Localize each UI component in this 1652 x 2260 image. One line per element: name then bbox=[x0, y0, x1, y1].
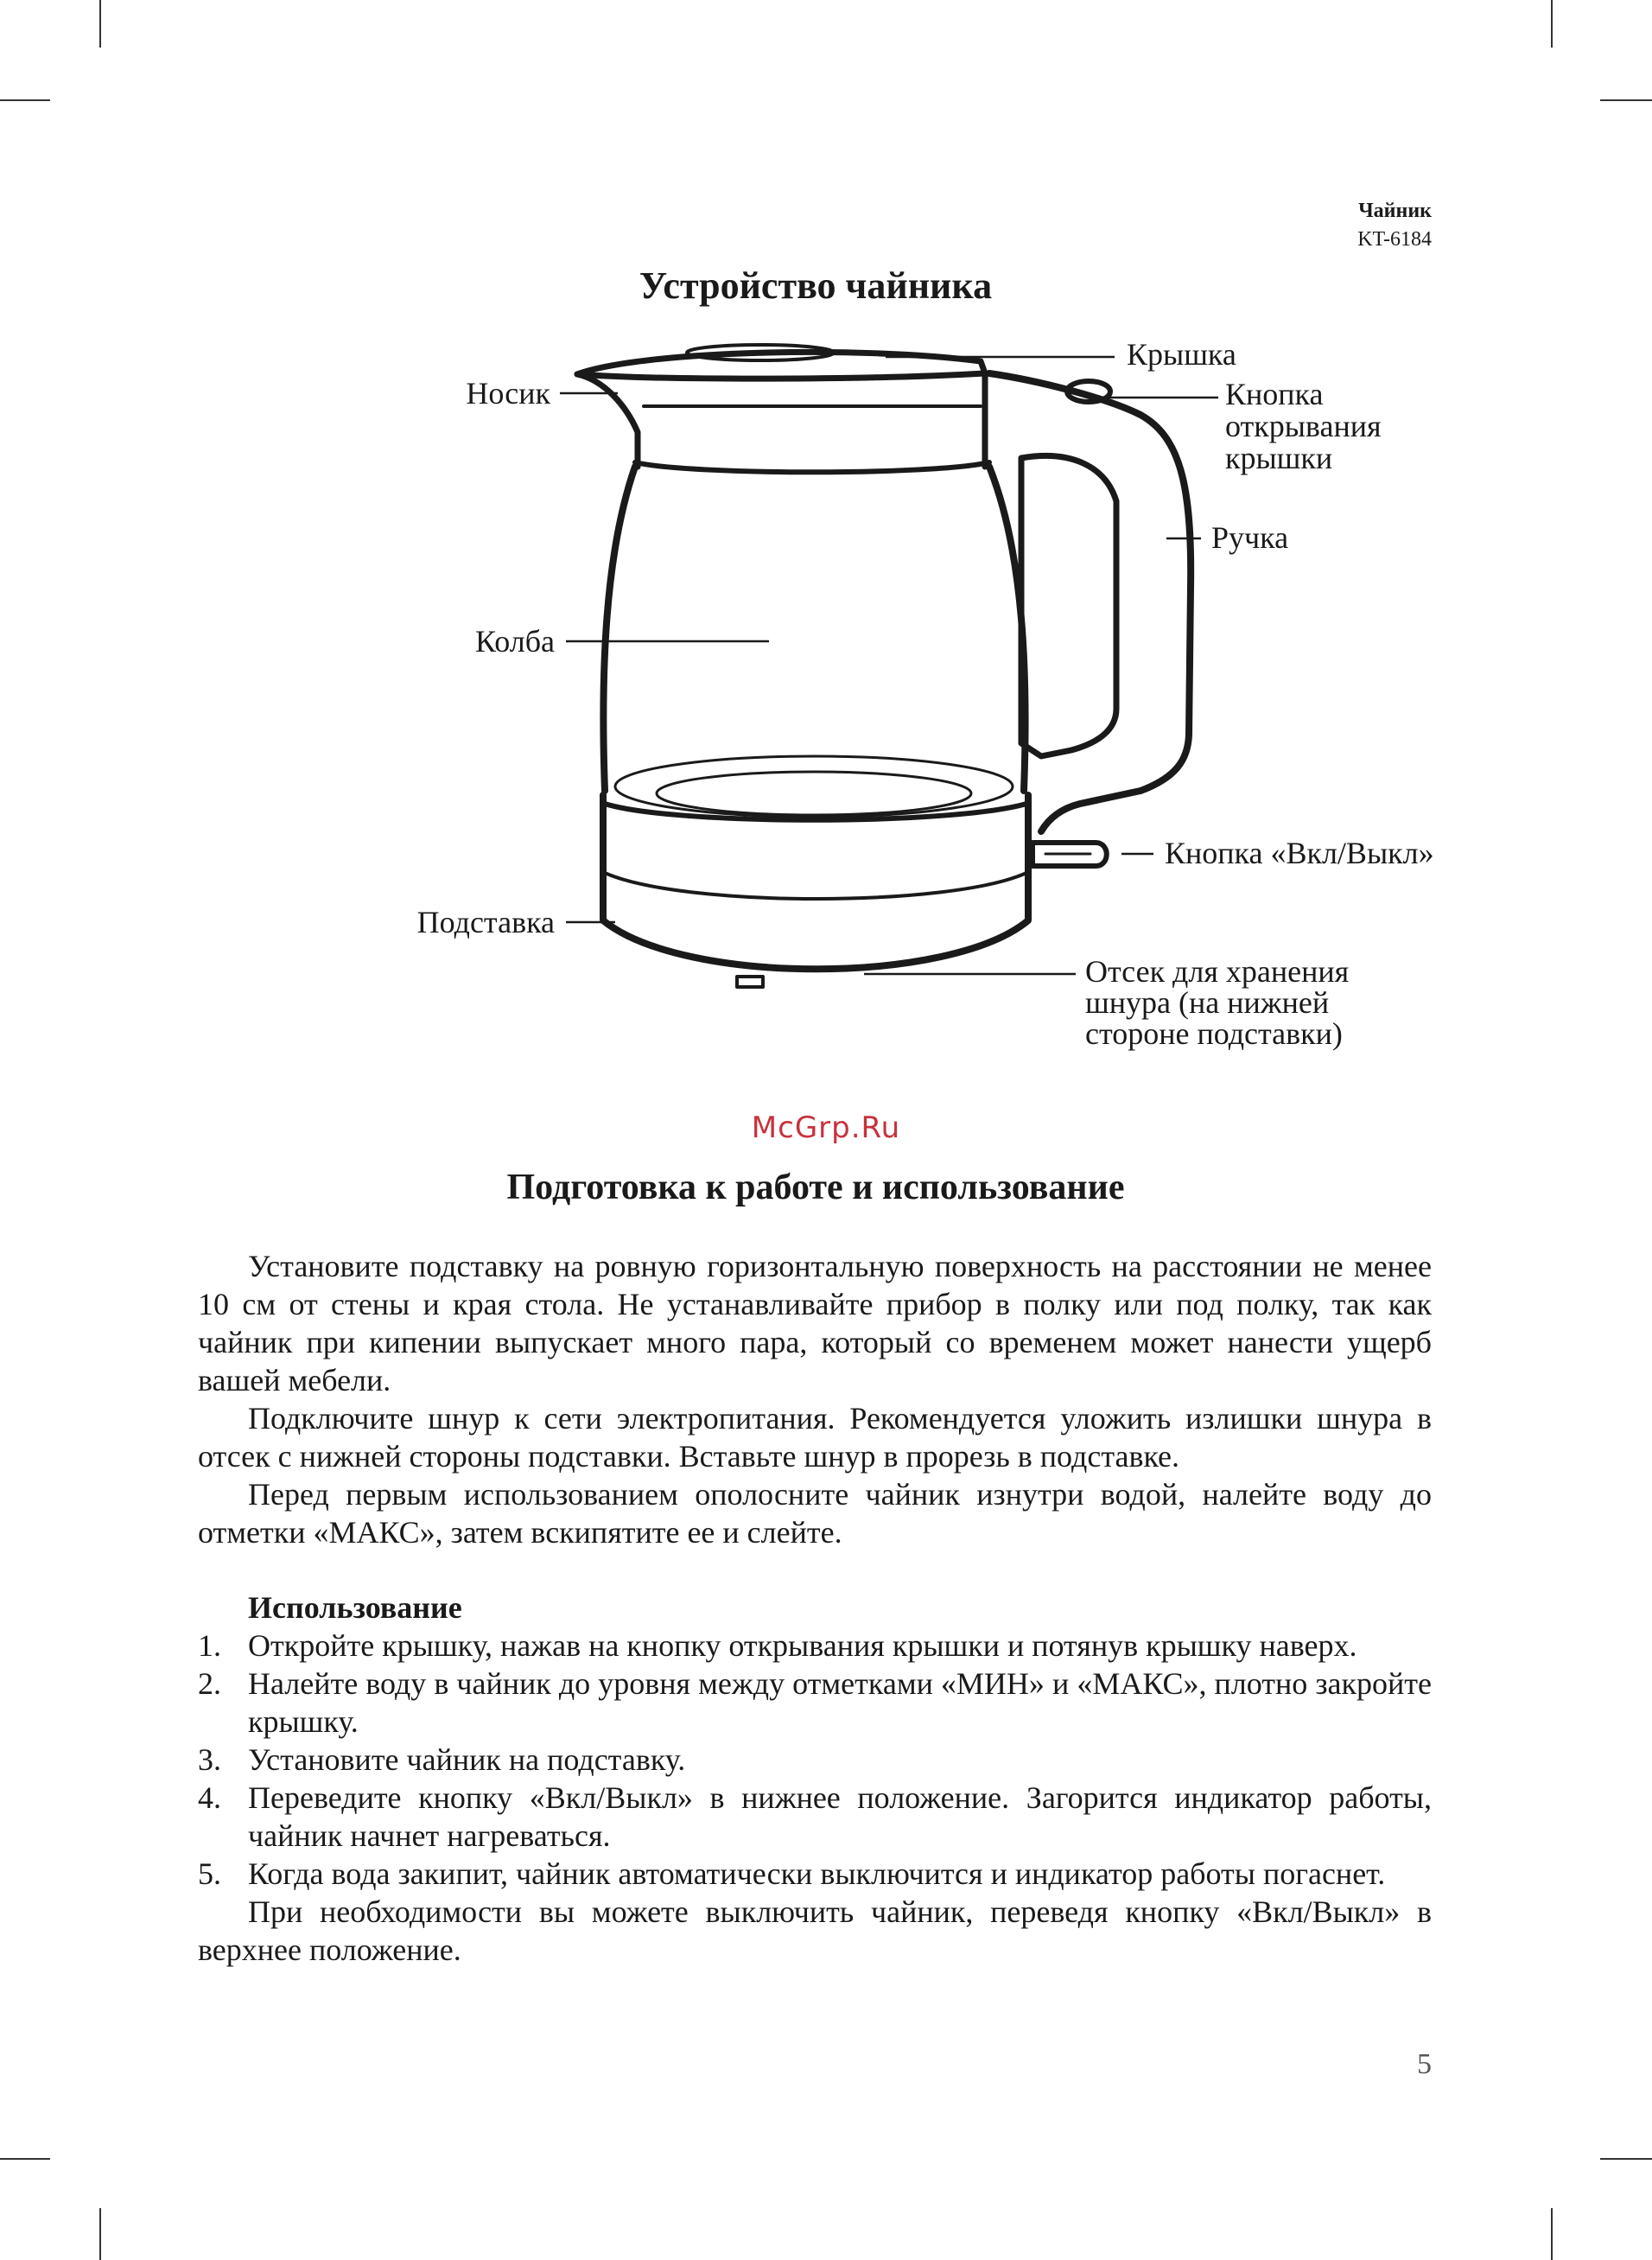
crop-mark bbox=[1600, 2158, 1652, 2160]
step-number: 5. bbox=[198, 1856, 221, 1891]
header-model: KT-6184 bbox=[1357, 228, 1432, 251]
watermark: McGrp.Ru bbox=[751, 1111, 901, 1145]
crop-mark bbox=[99, 2208, 101, 2260]
label-lid-button-line3: крышки bbox=[1225, 441, 1333, 475]
list-item bbox=[198, 1779, 1432, 1855]
crop-mark bbox=[1551, 2208, 1553, 2260]
kettle-diagram bbox=[0, 0, 1652, 1124]
page-number: 5 bbox=[1417, 2048, 1432, 2080]
section-body bbox=[198, 1247, 1432, 1969]
list-item bbox=[198, 1627, 1432, 1665]
label-cord-line3: стороне подставки) bbox=[1085, 1016, 1343, 1051]
step-text: Переведите кнопку «Вкл/Выкл» в нижнее положение. Загорится индикатор работы, чайник начнет нагреваться. bbox=[248, 1780, 1432, 1853]
label-switch: Кнопка «Вкл/Выкл» bbox=[1165, 836, 1434, 870]
paragraph: Подключите шнур к сети электропитания. Рекомендуется уложить излишки шнура в отсек с нижней стороны подставки. Вставьте шнур в прорезь в подставке. bbox=[198, 1401, 1432, 1474]
leader-lines bbox=[560, 357, 1218, 974]
list-item bbox=[198, 1665, 1432, 1741]
step-text: Откройте крышку, нажав на кнопку открывания крышки и потянув крышку наверх. bbox=[248, 1628, 1357, 1663]
water-level-inner bbox=[657, 772, 971, 815]
diagram-title: Устройство чайника bbox=[639, 264, 993, 307]
kettle-illustration bbox=[577, 345, 1191, 987]
label-spout: Носик bbox=[466, 376, 550, 411]
label-cord-line1: Отсек для хранения bbox=[1085, 954, 1350, 989]
label-cord-line2: шнура (на нижней bbox=[1085, 985, 1330, 1020]
closing-paragraph: При необходимости вы можете выключить чайник, переведя кнопку «Вкл/Выкл» в верхнее положение. bbox=[198, 1894, 1432, 1967]
crop-mark bbox=[0, 2158, 50, 2160]
step-number: 4. bbox=[198, 1780, 221, 1815]
label-lid-button-line2: открывания bbox=[1225, 409, 1382, 443]
header-product: Чайник bbox=[1358, 200, 1432, 222]
list-item bbox=[198, 1855, 1432, 1893]
label-base: Подставка bbox=[416, 905, 555, 939]
label-flask: Колба bbox=[474, 624, 555, 659]
step-text: Установите чайник на подставку. bbox=[248, 1742, 686, 1777]
usage-heading: Использование bbox=[248, 1590, 462, 1625]
step-text: Когда вода закипит, чайник автоматически выключится и индикатор работы погаснет. bbox=[248, 1856, 1386, 1891]
base-notch bbox=[737, 977, 763, 987]
label-lid: Крышка bbox=[1127, 337, 1236, 372]
section-title: Подготовка к работе и использование bbox=[506, 1168, 1125, 1207]
kettle-collar bbox=[577, 373, 985, 467]
label-lid-button-line1: Кнопка bbox=[1225, 377, 1324, 411]
base-seam bbox=[605, 873, 1026, 899]
step-number: 1. bbox=[198, 1628, 221, 1663]
paragraph: Перед первым использованием ополосните чайник изнутри водой, налейте воду до отметки «МАКС», затем вскипятите ее и слейте. bbox=[198, 1477, 1432, 1550]
collar-band bbox=[635, 462, 989, 472]
paragraph: Установите подставку на ровную горизонтальную поверхность на расстоянии не менее 10 см от стены и края стола. Не устанавливайте прибор в полку или под полку, так как чайник при кипении выпускает много пара, который со временем может нанести ущерб вашей мебели. bbox=[198, 1249, 1432, 1397]
step-number: 2. bbox=[198, 1666, 221, 1701]
list-item bbox=[198, 1741, 1432, 1779]
step-number: 3. bbox=[198, 1742, 221, 1777]
kettle-flask bbox=[603, 467, 1025, 791]
usage-steps bbox=[198, 1627, 1432, 1893]
label-handle: Ручка bbox=[1211, 520, 1289, 555]
step-text: Налейте воду в чайник до уровня между отметками «МИН» и «МАКС», плотно закройте крышку. bbox=[248, 1666, 1432, 1739]
water-level-outer bbox=[615, 756, 1013, 817]
handle-inner bbox=[1021, 455, 1116, 756]
